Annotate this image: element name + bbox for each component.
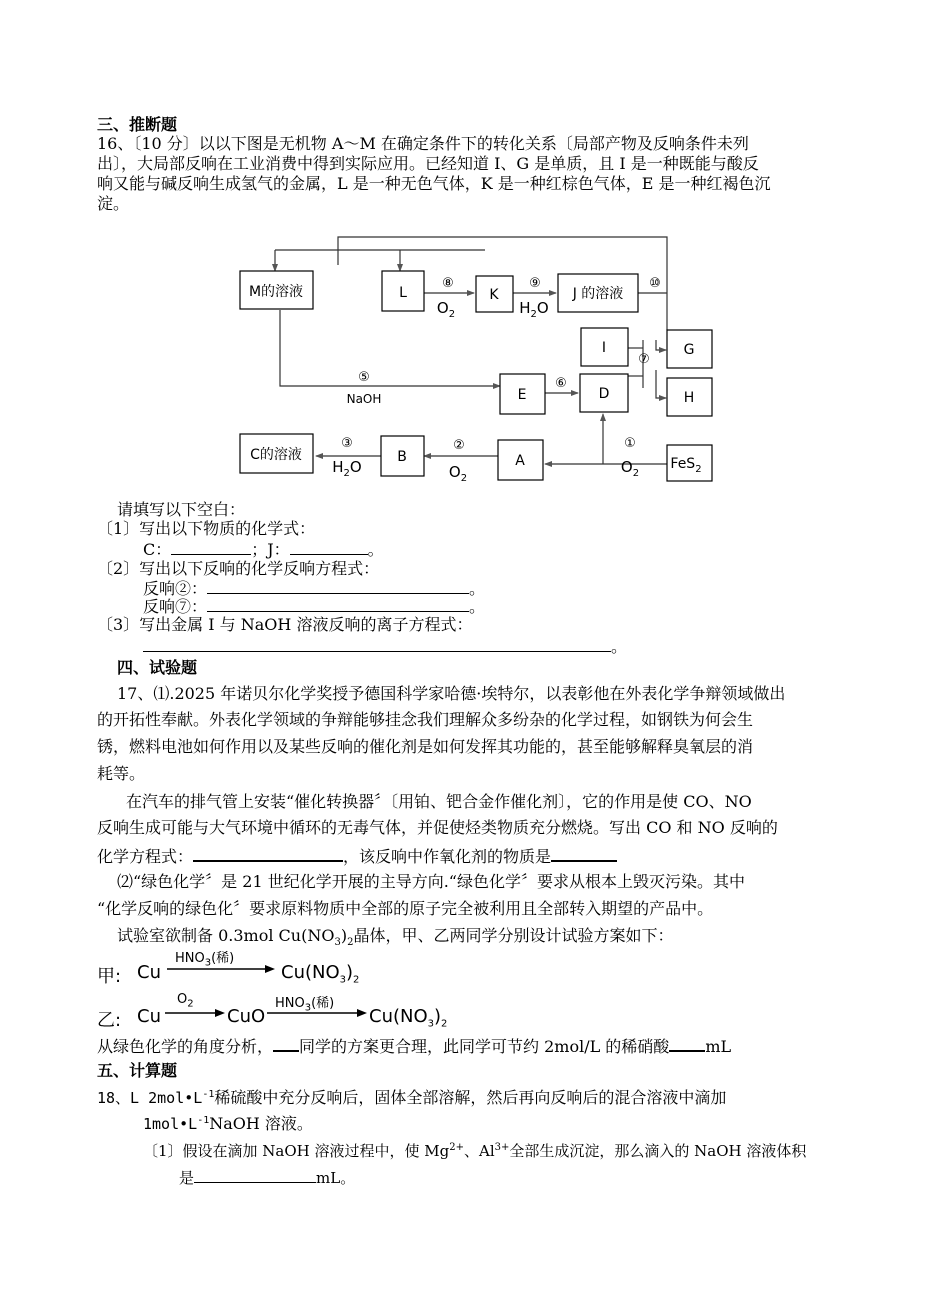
- q16-part2: 〔2〕写出以下反响的化学反响方程式：: [97, 559, 380, 578]
- reaction-9-label: ⑨: [529, 276, 541, 291]
- answer-blank-C[interactable]: [171, 539, 251, 555]
- q17-line-10: 试验室欲制备 0.3mol $Cu(NO_3)_2$晶体，甲、乙两同学分别设计试验方案如下：: [117, 926, 674, 949]
- answer-blank-co-no-equation[interactable]: [193, 845, 343, 862]
- answer-blank-reaction-2[interactable]: [207, 578, 469, 594]
- q16-line-1: 16、〔10 分〕以以下图是无机物 A～M 在确定条件下的转化关系〔局部产物及反响条件未列: [97, 134, 749, 153]
- q18-part1-line2: 是 mL。: [179, 1169, 356, 1187]
- reaction-6-label: ⑥: [555, 376, 567, 391]
- yi-product: $Cu(NO_3)_2$: [369, 1006, 448, 1030]
- reaction-flow-diagram: [0, 0, 950, 500]
- answer-blank-J[interactable]: [290, 539, 368, 555]
- reaction-8-reagent: $O_2$: [436, 299, 456, 320]
- reaction-5-label: ⑤: [358, 370, 370, 385]
- arrow-to-H: [656, 370, 666, 398]
- q16-part3: 〔3〕写出金属 I 与 NaOH 溶液反响的离子方程式：: [97, 615, 473, 634]
- reaction-9-reagent: $H_2O$: [519, 299, 549, 320]
- q17-line-6: 反响生成可能与大气环境中循环的无毒气体，并促使烃类物质充分燃烧。写出 CO 和 NO 反响的: [97, 818, 778, 837]
- jia-arrow: [167, 964, 277, 974]
- jia-label: 甲:: [97, 966, 122, 987]
- yi-o2: $O_2$: [177, 992, 194, 1010]
- q16-reaction-2-row: 反响②： 。: [143, 579, 486, 598]
- reaction-2-reagent: $O_2$: [448, 463, 468, 484]
- q16-line-4: 淀。: [97, 194, 130, 213]
- q16-ionic-row: 。: [143, 636, 627, 657]
- arrow-to-G: [656, 340, 666, 350]
- q17-line-2: 的开拓性奉献。外表化学领域的争辩能够挂念我们理解众多纷杂的化学过程，如钢铁为何会生: [97, 710, 754, 729]
- label-FeS2: FeS$_2$: [670, 456, 702, 475]
- reaction-3-label: ③: [341, 436, 353, 451]
- answer-blank-oxidant[interactable]: [551, 845, 617, 862]
- yi-arrow-2: [267, 1008, 367, 1018]
- q17-line-11: 从绿色化学的角度分析， 同学的方案更合理，此同学可节约 2mol/L 的稀硝酸 mL: [97, 1037, 732, 1056]
- reaction-3-reagent: $H_2O$: [332, 458, 362, 479]
- answer-blank-reaction-7[interactable]: [207, 596, 469, 612]
- yi-label: 乙:: [97, 1010, 122, 1031]
- q16-part1-answers: C： ；J： 。: [143, 540, 384, 559]
- answer-blank-ionic-equation[interactable]: [143, 636, 611, 652]
- section3-heading: 三、推断题: [97, 115, 178, 134]
- jia-reagent: $HNO_3$(稀): [175, 951, 235, 969]
- label-M: M的溶液: [248, 284, 304, 300]
- label-B: B: [397, 449, 407, 465]
- q16-prompt: 请填写以下空白：: [117, 500, 246, 519]
- q16-line-3: 响又能与碱反响生成氢气的金属，L 是一种无色气体，K 是一种红棕色气体，E 是一种红褐色沉: [97, 174, 771, 193]
- scheme-jia: [97, 948, 497, 988]
- q17-line-9: “化学反响的绿色化〞要求原料物质中全部的原子完全被利用且全部转入期望的产品中。: [97, 899, 714, 918]
- section4-heading: 四、试验题: [117, 658, 198, 677]
- section5-heading: 五、计算题: [97, 1061, 178, 1080]
- label-K: K: [489, 287, 499, 303]
- answer-blank-student[interactable]: [273, 1035, 299, 1052]
- answer-blank-naoh-volume[interactable]: [194, 1167, 316, 1183]
- label-C: C的溶液: [250, 447, 302, 463]
- q17-line-7: 化学方程式： ，该反响中作氧化剂的物质是: [97, 845, 617, 867]
- label-I: I: [601, 340, 607, 356]
- label-A: A: [515, 453, 525, 469]
- jia-reactant: Cu: [137, 962, 161, 983]
- q17-line-5: 在汽车的排气管上安装“催化转换器〞〔用铂、钯合金作催化剂〕，它的作用是使 CO、NO: [126, 792, 752, 811]
- yi-reagent: $HNO_3$(稀): [275, 996, 335, 1014]
- jia-product: $Cu(NO_3)_2$: [281, 962, 360, 986]
- label-J: J 的溶液: [572, 286, 624, 302]
- reaction-8-label: ⑧: [442, 276, 454, 291]
- q18-line-2: $1mol•L^{-1}NaOH$ 溶液。: [143, 1114, 313, 1133]
- yi-arrow-1: [165, 1008, 225, 1018]
- yi-reactant: Cu: [137, 1006, 161, 1027]
- scheme-yi: [97, 990, 517, 1030]
- label-H: H: [683, 390, 695, 406]
- yi-intermediate: CuO: [227, 1006, 266, 1027]
- reaction-1-label: ①: [624, 436, 636, 451]
- label-E: E: [517, 387, 527, 403]
- reaction-10-label: ⑩: [649, 276, 661, 291]
- q17-line-3: 锈，燃料电池如何作用以及某些反响的催化剂是如何发挥其功能的，甚至能够解释臭氧层的消: [97, 737, 754, 756]
- q18-part1-line1: 〔1〕假设在滴加 NaOH 溶液过程中，使 $Mg^{2+}$、$Al^{3+}$全部生成沉淀，那么滴入的 NaOH 溶液体积: [143, 1142, 807, 1160]
- q16-line-2: 出〕，大局部反响在工业消费中得到实际应用。已经知道 I、G 是单质，且 I 是一种既能与酸反: [97, 154, 759, 173]
- label-G: G: [683, 342, 695, 358]
- answer-blank-volume[interactable]: [669, 1035, 705, 1052]
- reaction-5-reagent: NaOH: [346, 392, 382, 406]
- reaction-2-label: ②: [453, 438, 465, 453]
- q16-reaction-7-row: 反响⑦： 。: [143, 597, 486, 616]
- q17-line-8: ⑵“绿色化学〞是 21 世纪化学开展的主导方向.“绿色化学〞要求从根本上毁灭污染。其中: [117, 872, 745, 891]
- arrow-M-E: [280, 310, 500, 386]
- label-L: L: [399, 285, 407, 301]
- reaction-7-label: ⑦: [638, 352, 650, 367]
- q17-line-4: 耗等。: [97, 764, 146, 783]
- q16-part1: 〔1〕写出以下物质的化学式：: [97, 519, 316, 538]
- reaction-1-reagent: $O_2$: [620, 458, 640, 479]
- label-D: D: [598, 386, 610, 402]
- q18-line-1: 18、L $2mol•L^{-1}$稀硫酸中充分反响后，固体全部溶解，然后再向反响后的混合溶液中滴加: [97, 1088, 727, 1107]
- q17-line-1: 17、⑴.2025 年诺贝尔化学奖授予德国科学家哈德·埃特尔，以表彰他在外表化学争辩领域做出: [117, 684, 786, 703]
